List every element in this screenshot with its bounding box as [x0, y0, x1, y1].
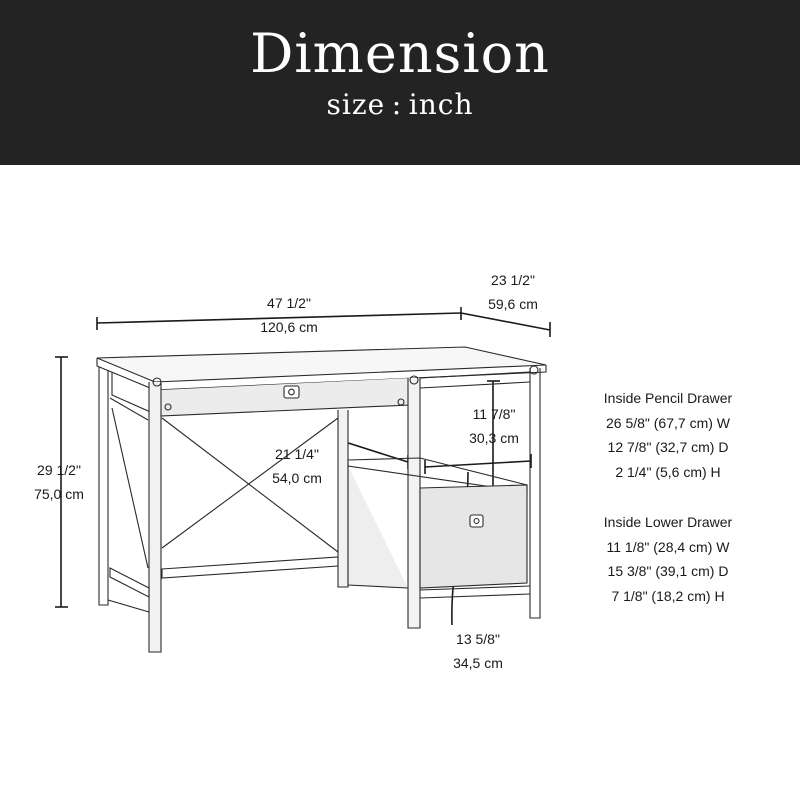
drawer-pull-icon: [284, 386, 299, 398]
depth-cm: 59,6 cm: [488, 296, 538, 312]
height-label: [14, 458, 104, 506]
page-subtitle: size : inch: [326, 88, 474, 121]
pencil-drawer-spec: [578, 386, 758, 484]
shelf-width-cm: 34,5 cm: [453, 655, 503, 671]
lower-drawer-depth: 15 3/8" (39,1 cm) D: [607, 563, 729, 579]
pencil-drawer-depth: 12 7/8" (32,7 cm) D: [607, 439, 729, 455]
height-inch: 29 1/2": [37, 462, 81, 478]
lower-drawer-pull-icon: [470, 515, 483, 527]
pencil-drawer-title: Inside Pencil Drawer: [603, 390, 733, 406]
pencil-drawer-width: 26 5/8" (67,7 cm) W: [605, 414, 730, 431]
desk-outline: [97, 347, 546, 652]
pencil-drawer-height: 2 1/4" (5,6 cm) H: [615, 463, 721, 480]
shelf-depth-label: [252, 442, 342, 490]
shelf-height-inch: 11 7/8": [472, 406, 516, 422]
lower-drawer-width: 11 1/8" (28,4 cm) W: [606, 538, 730, 555]
shelf-height-label: [449, 402, 539, 450]
depth-label: [468, 268, 558, 316]
shelf-width-line: [425, 461, 531, 467]
page-title: Dimension: [250, 22, 550, 85]
shelf-width-inch: 13 5/8": [456, 631, 500, 647]
lower-drawer-height: 7 1/8" (18,2 cm) H: [611, 587, 725, 604]
width-inch: 47 1/2": [267, 295, 311, 311]
lower-drawer-title: Inside Lower Drawer: [603, 514, 733, 530]
lower-drawer-spec: [578, 510, 758, 608]
shelf-width-label: [433, 627, 523, 675]
shelf-height-cm: 30,3 cm: [469, 430, 519, 446]
width-label: [244, 291, 334, 339]
shelf-depth-inch: 21 1/4": [275, 446, 319, 462]
width-cm: 120,6 cm: [260, 319, 318, 335]
height-cm: 75,0 cm: [34, 486, 84, 502]
shelf-depth-cm: 54,0 cm: [272, 470, 322, 486]
depth-inch: 23 1/2": [491, 272, 535, 288]
